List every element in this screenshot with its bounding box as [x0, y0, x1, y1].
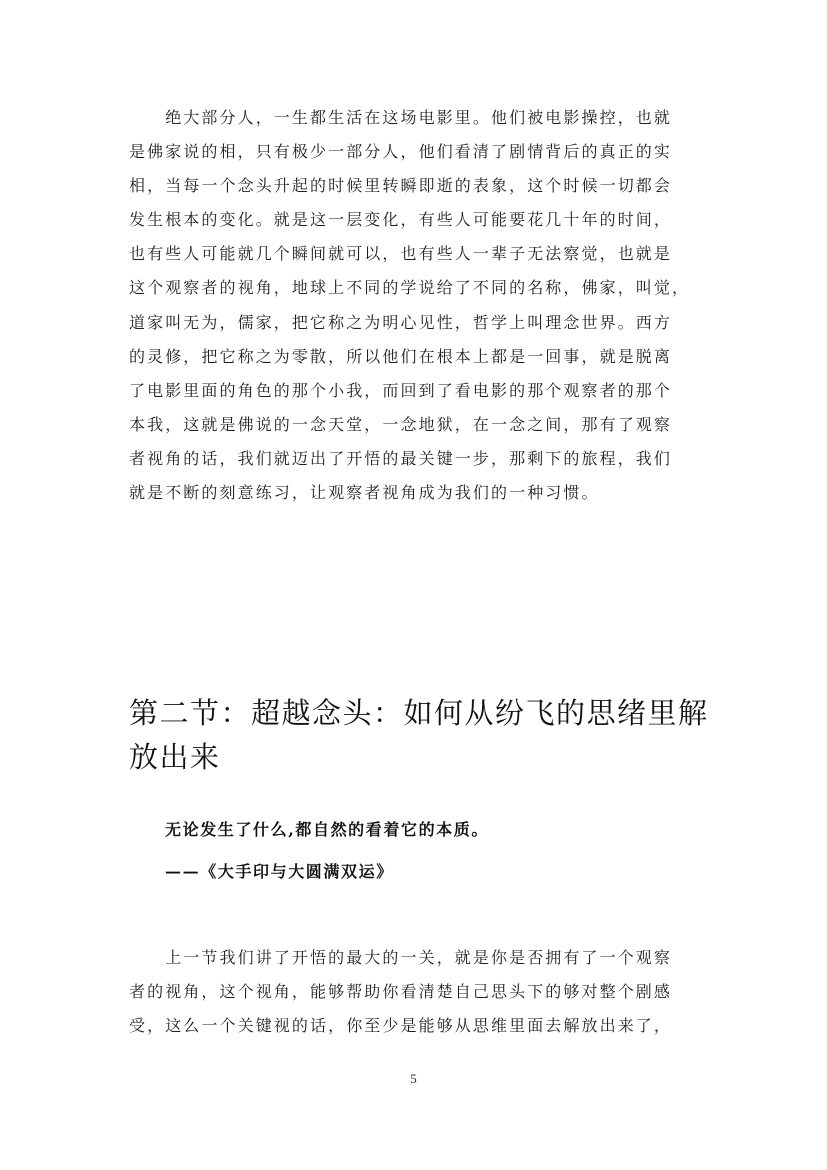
text-line: 就是不断的刻意练习，让观察者视角成为我们的一种习惯。	[129, 483, 600, 503]
heading-line: 第二节：超越念头：如何从纷飞的思绪里解	[129, 696, 709, 730]
text-line: 受，这么一个关键视的话，你至少是能够从思维里面去解放出来了，	[129, 1016, 673, 1036]
page-number: 5	[410, 1071, 417, 1086]
text-line: 的灵修，把它称之为零散，所以他们在根本上都是一回事，就是脱离	[129, 346, 673, 366]
body-paragraph	[129, 941, 713, 1043]
text-line: 道家叫无为，儒家，把它称之为明心见性，哲学上叫理念世界。西方	[129, 312, 673, 332]
heading-line: 放出来	[129, 740, 221, 774]
text-line: 绝大部分人，一生都生活在这场电影里。他们被电影操控，也就	[129, 108, 673, 127]
text-line: 发生根本的变化。就是这一层变化，有些人可能要花几十年的时间，	[129, 210, 673, 230]
text-line: 本我，这就是佛说的一念天堂，一念地狱，在一念之间，那有了观察	[129, 414, 673, 434]
text-line: 者视角的话，我们就迈出了开悟的最关键一步，那剩下的旅程，我们	[129, 448, 673, 468]
epigraph-quote: 无论发生了什么,都自然的看着它的本质。	[165, 820, 489, 839]
text-line: 是佛家说的相，只有极少一部分人，他们看清了剧情背后的真正的实	[129, 142, 673, 162]
text-line: 者的视角，这个视角，能够帮助你看清楚自己思头下的够对整个剧感	[129, 982, 673, 1002]
text-line: 相，当每一个念头升起的时候里转瞬即逝的表象，这个时候一切都会	[129, 176, 673, 196]
section-heading	[129, 691, 729, 779]
text-line: 了电影里面的角色的那个小我，而回到了看电影的那个观察者的那个	[129, 380, 673, 400]
text-line: 也有些人可能就几个瞬间就可以，也有些人一辈子无法察觉，也就是	[129, 244, 673, 264]
text-line: 这个观察者的视角，地球上不同的学说给了不同的名称，佛家，叫觉，	[129, 278, 691, 298]
text-line: 上一节我们讲了开悟的最大的一关，就是你是否拥有了一个观察	[129, 948, 673, 967]
body-paragraph	[129, 101, 713, 510]
epigraph-source: ——《大手印与大圆满双运》	[165, 862, 394, 881]
